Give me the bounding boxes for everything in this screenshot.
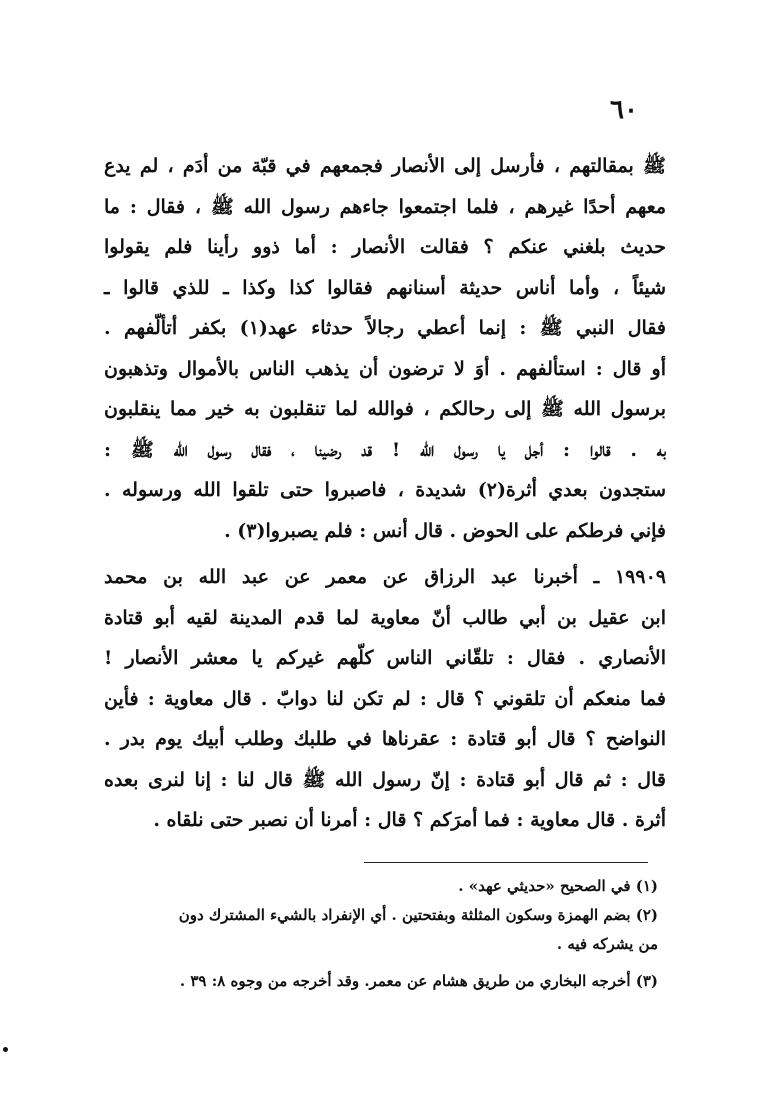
text-line: الأنصاري . فقال : تلقّاني الناس كلّهم غيركم يا معشر الأنصار ! bbox=[104, 647, 666, 669]
footnote-3: (٣) أخرجه البخاري من طريق هشام عن معمر. وقد أخرجه من وجوه ٨: ٣٩ . bbox=[179, 972, 658, 990]
footnote-2-continuation: من يشركه فيه . bbox=[556, 935, 658, 953]
footnote-divider bbox=[364, 862, 648, 863]
text-line: به . قالوا : أجل يا رسول الله ! قد رضينا ، فقال رسول الله ﷺ : bbox=[104, 438, 666, 461]
footnotes bbox=[110, 872, 658, 996]
text-line: ستجدون بعدي أثرة(٢) شديدة ، فاصبروا حتى تلقوا الله ورسوله . bbox=[104, 479, 666, 501]
scan-mark bbox=[3, 1047, 8, 1052]
text-line: فقال النبي ﷺ : إنما أعطي رجالاً حدثاء عهد(١) بكفر أتألّفهم . bbox=[104, 317, 667, 339]
footnote-1: (١) في الصحيح «حديثي عهد» . bbox=[458, 877, 658, 895]
paragraph-hadith-19909 bbox=[104, 557, 666, 841]
text-line: ١٩٩٠٩ ـ أخبرنا عبد الرزاق عن معمر عن عبد الله بن محمد bbox=[104, 566, 666, 588]
text-line: ﷺ بمقالتهم ، فأرسل إلى الأنصار فجمعهم في قبّة من أدَم ، لم يدع bbox=[104, 155, 666, 177]
text-line: أثرة . قال معاوية : فما أمرَكم ؟ قال : أمرنا أن نصبر حتى نلقاه . bbox=[153, 809, 666, 831]
text-line: فإني فرطكم على الحوض . قال أنس : فلم يصبروا(٣) . bbox=[224, 519, 666, 542]
text-line: معهم أحدًا غيرهم ، فلما اجتمعوا جاءهم رسول الله ﷺ ، فقال : ما bbox=[104, 195, 666, 218]
text-line: حديث بلغني عنكم ؟ فقالت الأنصار : أما ذوو رأينا فلم يقولوا bbox=[104, 236, 666, 258]
text-line: فما منعكم أن تلقوني ؟ قال : لم تكن لنا دوابّ . قال معاوية : فأين bbox=[104, 687, 666, 710]
text-line: قال : ثم قال أبو قتادة : إنّ رسول الله ﷺ قال لنا : إنا لنرى بعده bbox=[104, 768, 666, 791]
footnote-2: (٢) بضم الهمزة وسكون المثلثة وبفتحتين . أي الإنفراد بالشيء المشترك دون bbox=[178, 906, 658, 924]
text-line: برسول الله ﷺ إلى رحالكم ، فوالله لما تنقلبون به خير مما ينقلبون bbox=[104, 398, 666, 420]
text-line: شيئاً ، وأما أناس حديثة أسنانهم فقالوا كذا وكذا ـ للذي قالوا ـ bbox=[104, 276, 666, 299]
page-number: ٦٠ bbox=[610, 95, 638, 125]
text-line: ابن عقيل بن أبي طالب أنّ معاوية لما قدم المدينة لقيه أبو قتادة bbox=[104, 606, 666, 629]
text-line: النواضح ؟ قال أبو قتادة : عقرناها في طلبك وطلب أبيك يوم بدر . bbox=[104, 728, 666, 750]
paragraph-hadith-continuation bbox=[104, 146, 666, 551]
text-line: أو قال : استألفهم . أوَ لا ترضون أن يذهب الناس بالأموال وتذهبون bbox=[104, 357, 666, 380]
